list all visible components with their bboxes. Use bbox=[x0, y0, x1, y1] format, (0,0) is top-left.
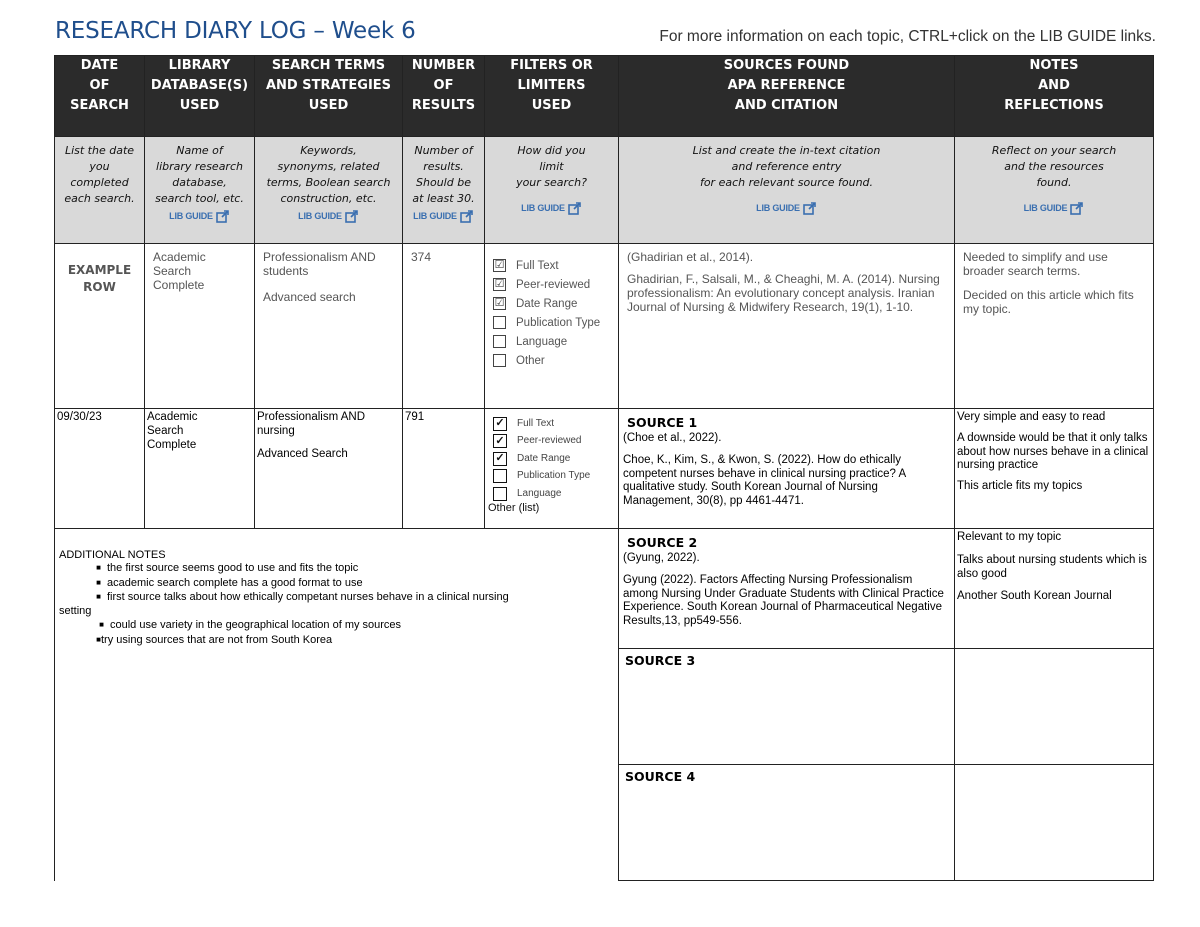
entry-terms bbox=[255, 409, 403, 529]
note-text: try using sources that are not from South Korea bbox=[101, 633, 333, 646]
hint-cell bbox=[255, 137, 403, 244]
filter-label: Peer-reviewed bbox=[516, 278, 591, 291]
note-text: setting bbox=[59, 604, 92, 617]
lib-guide-link[interactable] bbox=[169, 210, 230, 223]
hint-sources: List and create the in-text citation and reference entry for each relevant source found. bbox=[692, 144, 881, 189]
filter-item bbox=[493, 332, 618, 351]
external-link-icon bbox=[216, 210, 230, 223]
note-bullet: ■ first source talks about how ethically competant nurses behave in a clinical nursing bbox=[96, 591, 509, 603]
checkbox-checked[interactable]: ☑ bbox=[494, 297, 505, 309]
checkbox-unchecked[interactable] bbox=[493, 316, 506, 329]
example-notes bbox=[955, 244, 1154, 409]
filter-item bbox=[493, 485, 618, 503]
hint-search-terms: Keywords, synonyms, related terms, Boolean search construction, etc. bbox=[266, 144, 391, 205]
filter-item bbox=[493, 275, 618, 294]
lib-guide-link[interactable] bbox=[298, 210, 359, 223]
filter-label: Language bbox=[516, 335, 568, 348]
example-database bbox=[145, 244, 255, 409]
hint-date: List the date you completed each search. bbox=[64, 144, 135, 205]
note-bullet: ■ could use variety in the geographical location of my sources bbox=[99, 619, 402, 631]
notes-cell bbox=[955, 409, 1154, 529]
lib-guide-label: LIB GUIDE bbox=[756, 203, 800, 213]
filter-item bbox=[493, 450, 618, 468]
note-line: Relevant to my topic bbox=[957, 531, 1062, 543]
hint-cell bbox=[55, 137, 145, 244]
filter-label: Publication Type bbox=[517, 470, 591, 482]
entry-strategy-text: Advanced Search bbox=[257, 447, 348, 460]
hint-cell bbox=[403, 137, 485, 244]
example-label bbox=[55, 244, 145, 409]
lib-guide-label: LIB GUIDE bbox=[413, 210, 457, 221]
entry-db-line: Search bbox=[147, 424, 184, 437]
page-title: RESEARCH DIARY LOG – Week 6 bbox=[55, 18, 416, 44]
example-filters bbox=[485, 244, 619, 409]
filter-label: Full Text bbox=[516, 259, 559, 272]
other-filter-label: Other (list) bbox=[488, 501, 540, 514]
notes-cell bbox=[955, 529, 1154, 649]
filter-item bbox=[493, 294, 618, 313]
checkbox-unchecked[interactable] bbox=[493, 335, 506, 348]
filter-label: Publication Type bbox=[516, 316, 601, 329]
note-bullet: ■ academic search complete has a good format to use bbox=[96, 576, 363, 589]
header-filters: FILTERS OR LIMITERS USED bbox=[485, 56, 619, 137]
hint-cell bbox=[619, 137, 955, 244]
checkbox-unchecked[interactable] bbox=[493, 354, 506, 367]
header-database: LIBRARY DATABASE(S) USED bbox=[145, 56, 255, 137]
hint-cell bbox=[485, 137, 619, 244]
hint-database: Name of library research database, search tool, etc. bbox=[155, 144, 244, 205]
entry-terms-text: Professionalism AND nursing bbox=[257, 411, 366, 437]
hint-notes: Reflect on your search and the resources found. bbox=[991, 144, 1117, 189]
filter-item bbox=[493, 415, 618, 433]
example-citation: (Ghadirian et al., 2014). bbox=[627, 250, 754, 264]
lib-guide-link[interactable] bbox=[521, 202, 582, 215]
filter-item bbox=[493, 468, 618, 486]
filter-item bbox=[493, 313, 618, 332]
checkbox-unchecked[interactable] bbox=[493, 469, 507, 483]
note-line: Talks about nursing students which is also good bbox=[957, 553, 1147, 580]
filter-label: Date Range bbox=[516, 297, 578, 310]
example-source bbox=[619, 244, 955, 409]
entry-filter-list bbox=[485, 409, 618, 503]
example-terms bbox=[255, 244, 403, 409]
filter-label: Date Range bbox=[517, 452, 571, 464]
source-heading: SOURCE 1 bbox=[627, 415, 698, 430]
lib-guide-link[interactable] bbox=[756, 202, 817, 215]
source-cell bbox=[619, 765, 955, 881]
note-continuation bbox=[59, 605, 614, 619]
notes-cell bbox=[955, 649, 1154, 765]
note-text: first source talks about how ethically competant nurses behave in a clinical nursing bbox=[107, 591, 509, 603]
notes-cell bbox=[955, 765, 1154, 881]
additional-notes bbox=[55, 529, 619, 881]
lib-guide-label: LIB GUIDE bbox=[298, 210, 342, 221]
checkbox-checked[interactable]: ✓ bbox=[493, 452, 507, 466]
example-db-line: Complete bbox=[153, 278, 205, 292]
source-row bbox=[55, 529, 1154, 649]
hint-results: Number of results. Should be at least 30. bbox=[412, 144, 475, 205]
header-date: DATE OF SEARCH bbox=[55, 56, 145, 137]
info-note: For more information on each topic, CTRL+click on the LIB GUIDE links. bbox=[659, 28, 1156, 45]
filter-item bbox=[493, 433, 618, 451]
filter-item bbox=[493, 256, 618, 275]
source-cell bbox=[619, 649, 955, 765]
example-label-text: EXAMPLE ROW bbox=[67, 263, 132, 294]
additional-notes-list bbox=[59, 561, 614, 647]
lib-guide-link[interactable] bbox=[1024, 202, 1085, 215]
instructions-row bbox=[55, 137, 1154, 244]
source-reference: Choe, K., Kim, S., & Kwon, S. (2022). How do ethically competent nurses behave in clinical nursing practice? A qualitative study. South Korean Journal of Nursing Management, 30(8), pp 4461-4471. bbox=[623, 453, 906, 508]
source-cell bbox=[619, 529, 955, 649]
example-results: 374 bbox=[403, 244, 485, 409]
source-heading: SOURCE 2 bbox=[627, 535, 698, 550]
source-reference: Gyung (2022). Factors Affecting Nursing Professionalism among Nursing Under Graduate Students with Clinical Practice Experience. South Korean Journal of Pharmaceutical Negative Results,13, pp549-556. bbox=[623, 573, 944, 628]
filter-label: Language bbox=[517, 487, 562, 499]
example-strategy-text: Advanced search bbox=[263, 290, 356, 304]
note-line: Another South Korean Journal bbox=[957, 590, 1112, 603]
entry-db-line: Complete bbox=[147, 438, 197, 451]
lib-guide-label: LIB GUIDE bbox=[1023, 203, 1068, 213]
source-citation: (Gyung, 2022). bbox=[623, 552, 700, 564]
additional-notes-title: ADDITIONAL NOTES bbox=[59, 549, 166, 561]
filter-label: Peer-reviewed bbox=[517, 435, 582, 447]
note-bullet: ■ the first source seems good to use and fits the topic bbox=[96, 562, 359, 574]
filter-item bbox=[493, 351, 618, 370]
checkbox-checked[interactable]: ✓ bbox=[493, 434, 507, 448]
example-note: Decided on this article which fits my topic. bbox=[963, 288, 1134, 316]
entry-filters bbox=[485, 409, 619, 529]
note-line: This article fits my topics bbox=[957, 480, 1083, 493]
example-terms-text: Professionalism AND students bbox=[263, 250, 376, 278]
entry-results: 791 bbox=[403, 409, 485, 529]
note-text: academic search complete has a good format to use bbox=[107, 576, 363, 589]
hint-cell bbox=[955, 137, 1154, 244]
lib-guide-label: LIB GUIDE bbox=[169, 210, 213, 221]
example-reference: Ghadirian, F., Salsali, M., & Cheaghi, M. A. (2014). Nursing professionalism: An evolutionary concept analysis. Iranian Journal of Nursing & Midwifery Research, 19(1), 1-10. bbox=[627, 272, 940, 314]
hint-filters: How did you limit your search? bbox=[516, 144, 587, 189]
research-log-table bbox=[54, 55, 1154, 881]
entry-db-line: Academic bbox=[147, 411, 198, 423]
entry-row bbox=[55, 409, 1154, 529]
source-citation: (Choe et al., 2022). bbox=[623, 432, 722, 444]
entry-database bbox=[145, 409, 255, 529]
example-row bbox=[55, 244, 1154, 409]
external-link-icon bbox=[345, 210, 359, 223]
example-filter-list bbox=[485, 250, 618, 370]
header-notes: NOTES AND REFLECTIONS bbox=[955, 56, 1154, 137]
checkbox-unchecked[interactable] bbox=[493, 487, 507, 501]
external-link-icon bbox=[1070, 202, 1084, 215]
checkbox-checked[interactable]: ☑ bbox=[494, 278, 505, 290]
external-link-icon bbox=[568, 202, 582, 215]
note-line: Very simple and easy to read bbox=[957, 411, 1106, 423]
note-text: the first source seems good to use and fits the topic bbox=[107, 562, 359, 574]
note-line: A downside would be that it only talks about how nurses behave in a clinical nursing practice bbox=[957, 431, 1149, 472]
lib-guide-link[interactable] bbox=[413, 210, 474, 223]
note-bullet: ■try using sources that are not from South Korea bbox=[96, 633, 333, 646]
header-search-terms: SEARCH TERMS AND STRATEGIES USED bbox=[255, 56, 403, 137]
entry-date: 09/30/23 bbox=[55, 409, 145, 529]
checkbox-checked[interactable]: ✓ bbox=[493, 417, 507, 431]
example-db-line: Search bbox=[153, 264, 192, 278]
example-note: Needed to simplify and use broader search terms. bbox=[963, 250, 1108, 278]
lib-guide-label: LIB GUIDE bbox=[521, 203, 565, 213]
filter-label: Other bbox=[516, 354, 545, 367]
source-cell bbox=[619, 409, 955, 529]
header-row bbox=[55, 56, 1154, 137]
external-link-icon bbox=[460, 210, 474, 223]
header-results: NUMBER OF RESULTS bbox=[403, 56, 485, 137]
filter-label: Full Text bbox=[517, 417, 555, 429]
checkbox-checked[interactable]: ☑ bbox=[494, 259, 505, 271]
external-link-icon bbox=[803, 202, 817, 215]
header-sources: SOURCES FOUND APA REFERENCE AND CITATION bbox=[619, 56, 955, 137]
example-db-line: Academic bbox=[153, 250, 206, 264]
source-heading: SOURCE 3 bbox=[625, 653, 696, 668]
hint-cell bbox=[145, 137, 255, 244]
source-heading: SOURCE 4 bbox=[625, 769, 696, 784]
note-text: could use variety in the geographical location of my sources bbox=[110, 619, 402, 631]
